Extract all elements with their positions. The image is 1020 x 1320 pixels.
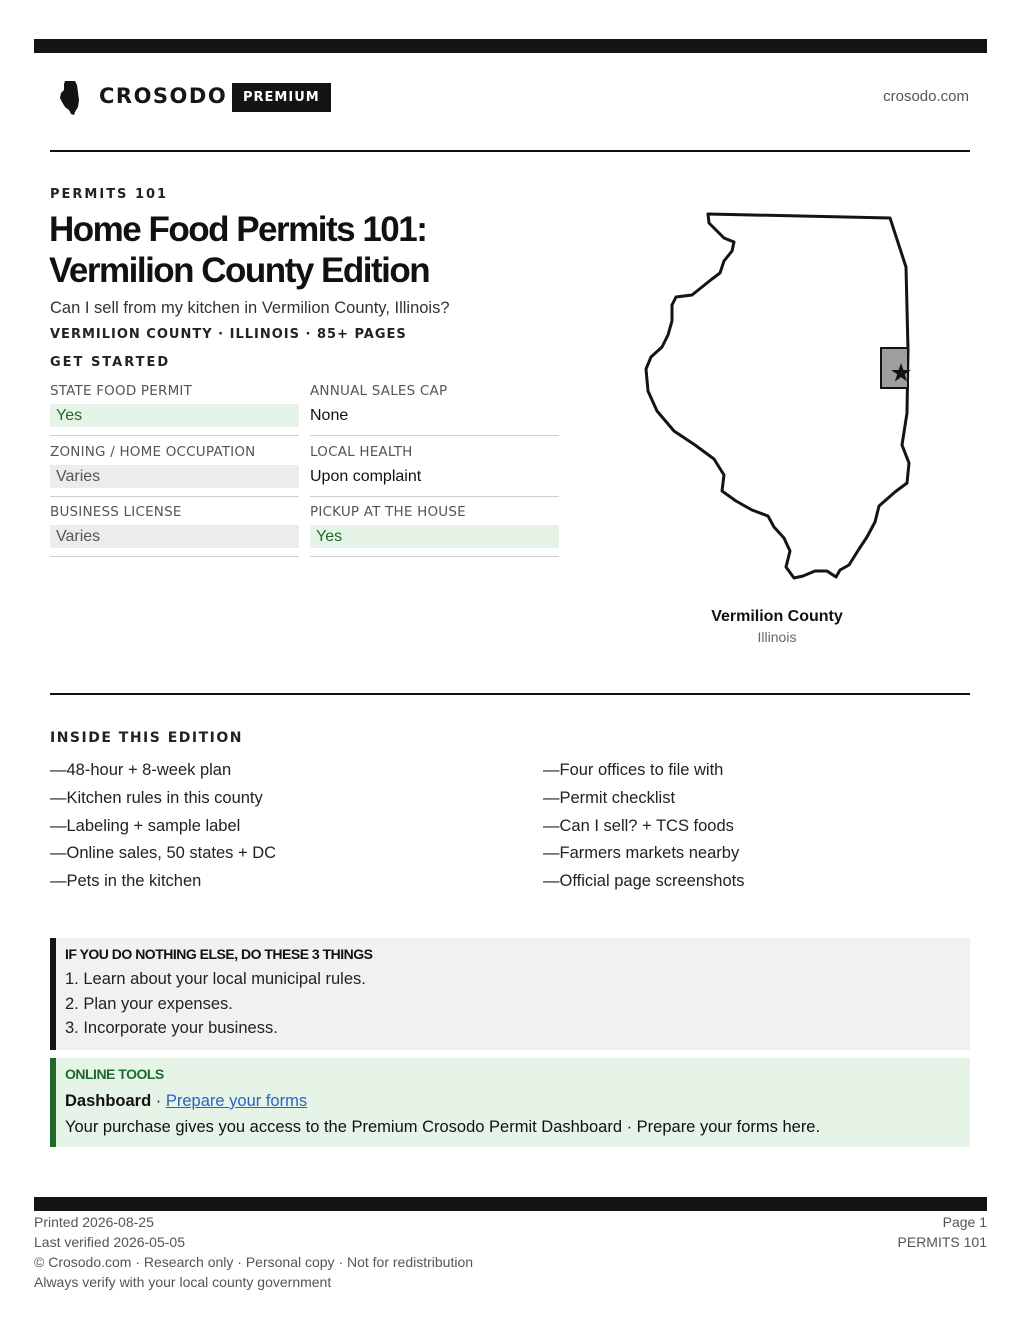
edition-meta: VERMILION COUNTY · ILLINOIS · 85+ PAGES (50, 327, 407, 342)
fact-label: ZONING / HOME OCCUPATION (50, 444, 256, 460)
top-rule-bar (34, 39, 987, 53)
fact-value: Upon complaint (310, 468, 422, 485)
page-subtitle: Can I sell from my kitchen in Vermilion County, Illinois? (50, 299, 450, 317)
get-started-heading: GET STARTED (50, 355, 171, 370)
fact-label: PICKUP AT THE HOUSE (310, 504, 466, 520)
callout-item: 2. Plan your expenses. (65, 994, 233, 1013)
title-line-1: Home Food Permits 101: (49, 210, 427, 249)
verified-date: Last verified 2026-05-05 (34, 1234, 185, 1250)
fact-local-health (310, 443, 559, 497)
printed-date: Printed 2026-08-25 (34, 1214, 154, 1230)
illinois-state-outline (646, 214, 909, 578)
contents-list-left (50, 757, 490, 896)
illinois-logo-icon (58, 80, 82, 116)
three-things-callout (50, 938, 970, 1050)
tools-description: Your purchase gives you access to the Premium Crosodo Permit Dashboard · Prepare your forms here. (65, 1118, 821, 1136)
contents-list-right (543, 757, 983, 896)
list-item: —Kitchen rules in this county (50, 788, 263, 807)
list-item: —Farmers markets nearby (543, 844, 740, 863)
list-item: —Can I sell? + TCS foods (543, 816, 734, 835)
fact-label: STATE FOOD PERMIT (50, 383, 193, 399)
online-tools-box (50, 1058, 970, 1147)
tools-heading: ONLINE TOOLS (65, 1066, 164, 1082)
title-line-2: Vermilion County Edition (49, 251, 430, 290)
list-item: —Four offices to file with (543, 761, 724, 779)
section-divider (50, 693, 970, 695)
list-item: —Online sales, 50 states + DC (50, 844, 277, 863)
fact-label: BUSINESS LICENSE (50, 504, 182, 520)
fact-business-license (50, 503, 299, 557)
illinois-outline-map (640, 205, 920, 585)
tools-separator: · (151, 1092, 166, 1110)
fact-value: Yes (50, 404, 299, 427)
copyright-notice: © Crosodo.com · Research only · Personal copy · Not for redistribution (34, 1254, 474, 1270)
fact-zoning (50, 443, 299, 497)
footer-left (34, 1212, 473, 1292)
list-item: —Official page screenshots (543, 872, 745, 891)
brand-name[interactable]: CROSODO (99, 84, 228, 108)
footer-right (898, 1212, 987, 1252)
map-state-name: Illinois (757, 629, 797, 645)
fact-label: ANNUAL SALES CAP (310, 383, 448, 399)
fact-value: Yes (310, 525, 559, 548)
list-item: —Labeling + sample label (50, 816, 241, 835)
page-title (49, 209, 569, 291)
prepare-forms-link[interactable]: Prepare your forms (165, 1092, 308, 1110)
callout-item: 3. Incorporate your business. (65, 1019, 278, 1037)
inside-edition-heading: INSIDE THIS EDITION (50, 730, 243, 746)
list-item: —Permit checklist (543, 788, 676, 807)
fact-annual-sales-cap (310, 382, 559, 436)
fact-state-food-permit (50, 382, 299, 436)
fact-pickup-at-house (310, 503, 559, 557)
premium-badge: PREMIUM (232, 83, 331, 112)
bottom-rule-bar (34, 1197, 987, 1211)
fact-label: LOCAL HEALTH (310, 444, 413, 460)
list-item: —48-hour + 8-week plan (50, 761, 232, 779)
illinois-map (640, 205, 920, 585)
verify-notice: Always verify with your local county government (34, 1274, 332, 1290)
footer-section: PERMITS 101 (897, 1234, 987, 1250)
callout-heading: IF YOU DO NOTHING ELSE, DO THESE 3 THINGS (65, 946, 373, 962)
vermilion-county-shape[interactable] (881, 348, 908, 388)
site-url[interactable]: crosodo.com (883, 88, 969, 105)
page-number: Page 1 (942, 1214, 987, 1230)
map-county-name: Vermilion County (711, 608, 843, 625)
header-divider (50, 150, 970, 152)
section-eyebrow: PERMITS 101 (50, 187, 169, 202)
list-item: —Pets in the kitchen (50, 872, 202, 891)
tools-links-line (65, 1088, 970, 1114)
callout-item: 1. Learn about your local municipal rules. (65, 970, 366, 988)
fact-value: Varies (50, 465, 299, 488)
dashboard-label: Dashboard (65, 1092, 152, 1110)
fact-value: Varies (50, 525, 299, 548)
fact-value: None (310, 407, 349, 424)
map-caption (677, 608, 877, 645)
header (50, 78, 970, 118)
